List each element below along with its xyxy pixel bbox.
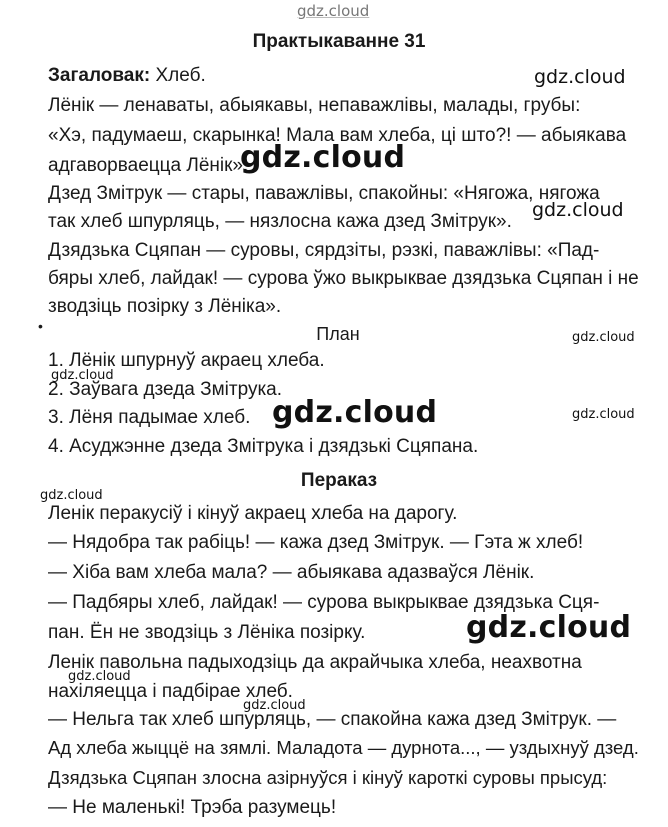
plan-bullet: • bbox=[38, 318, 43, 334]
retelling-line-3: — Хіба вам хлеба мала? — абыякава адазваўся Лёнік. bbox=[48, 562, 535, 583]
plan-item-2: 2. Заўвага дзеда Змітрука. bbox=[48, 379, 283, 400]
retelling-line-6: Ленік павольна падыходзіць да акрайчыка хлеба, неахвотна bbox=[48, 652, 582, 673]
plan-item-1: 1. Лёнік шпурнуў акраец хлеба. bbox=[48, 350, 325, 371]
watermark-medium: gdz.cloud bbox=[534, 66, 626, 88]
heading-line bbox=[48, 64, 206, 88]
heading-label: Загаловак: bbox=[48, 65, 151, 86]
watermark-small: gdz.cloud bbox=[68, 669, 131, 684]
intro-line-3: адгаворваецца Лёнік». bbox=[48, 155, 249, 176]
intro-line-2: «Хэ, падумаеш, скарынка! Мала вам хлеба, ці што?! — абыякава bbox=[48, 125, 627, 146]
intro-line-8: зводзіць позірку з Лёніка». bbox=[48, 296, 282, 317]
watermark-small: gdz.cloud bbox=[572, 407, 635, 422]
retelling-line-11: — Не маленькі! Трэба разумець! bbox=[48, 797, 337, 818]
plan-title: План bbox=[316, 324, 360, 344]
retelling-title: Пераказ bbox=[300, 470, 378, 491]
retelling-line-4: — Падбяры хлеб, лайдак! — сурова выкрыквае дзядзька Сця- bbox=[48, 592, 600, 613]
retelling-line-7: нахіляецца і падбірае хлеб. bbox=[48, 681, 293, 702]
intro-line-1: Лёнік — ленаваты, абыякавы, непаважлівы, малады, грубы: bbox=[48, 95, 581, 116]
retelling-line-9: Ад хлеба жыццё на зямлі. Маладота — дурнота..., — уздыхнуў дзед. bbox=[48, 737, 639, 758]
watermark-small: gdz.cloud bbox=[572, 330, 635, 345]
intro-line-6: Дзядзька Сцяпан — суровы, сярдзіты, рэзкі, паважлівы: «Пад- bbox=[48, 240, 600, 261]
intro-line-5: так хлеб шпурляць, — нязлосна кажа дзед Змітрук». bbox=[48, 211, 512, 232]
watermark-large: gdz.cloud bbox=[466, 610, 632, 645]
retelling-line-5: пан. Ён не зводзіць з Лёніка позірку. bbox=[48, 622, 366, 643]
retelling-line-10: Дзядзька Сцяпан злосна азірнуўся і кінуў кароткі суровы прысуд: bbox=[48, 767, 608, 788]
plan-item-4: 4. Асуджэнне дзеда Змітрука і дзядзькі Сцяпана. bbox=[48, 436, 479, 457]
watermark-large: gdz.cloud bbox=[272, 395, 438, 430]
retelling-line-2: — Нядобра так рабіць! — кажа дзед Змітрук. — Гэта ж хлеб! bbox=[48, 532, 584, 553]
watermark-large: gdz.cloud bbox=[240, 140, 406, 175]
watermark-small: gdz.cloud bbox=[51, 368, 114, 383]
watermark-top: gdz.cloud bbox=[297, 2, 370, 20]
watermark-medium: gdz.cloud bbox=[532, 199, 624, 221]
retelling-line-8: — Нельга так хлеб шпурляць, — спакойна кажа дзед Змітрук. — bbox=[48, 709, 617, 730]
watermark-small: gdz.cloud bbox=[40, 488, 103, 503]
retelling-line-1: Ленік перакусіў і кінуў акраец хлеба на дарогу. bbox=[48, 503, 458, 524]
intro-line-4: Дзед Змітрук — стары, паважлівы, спакойны: «Нягожа, нягожа bbox=[48, 183, 600, 204]
plan-item-3: 3. Лёня падымае хлеб. bbox=[48, 407, 251, 428]
intro-line-7: бяры хлеб, лайдак! — сурова ўжо выкрыквае дзядзька Сцяпан і не bbox=[48, 268, 639, 289]
heading-value: Хлеб. bbox=[150, 65, 206, 86]
exercise-title: Практыкаванне 31 bbox=[252, 31, 426, 52]
watermark-small: gdz.cloud bbox=[243, 698, 306, 713]
